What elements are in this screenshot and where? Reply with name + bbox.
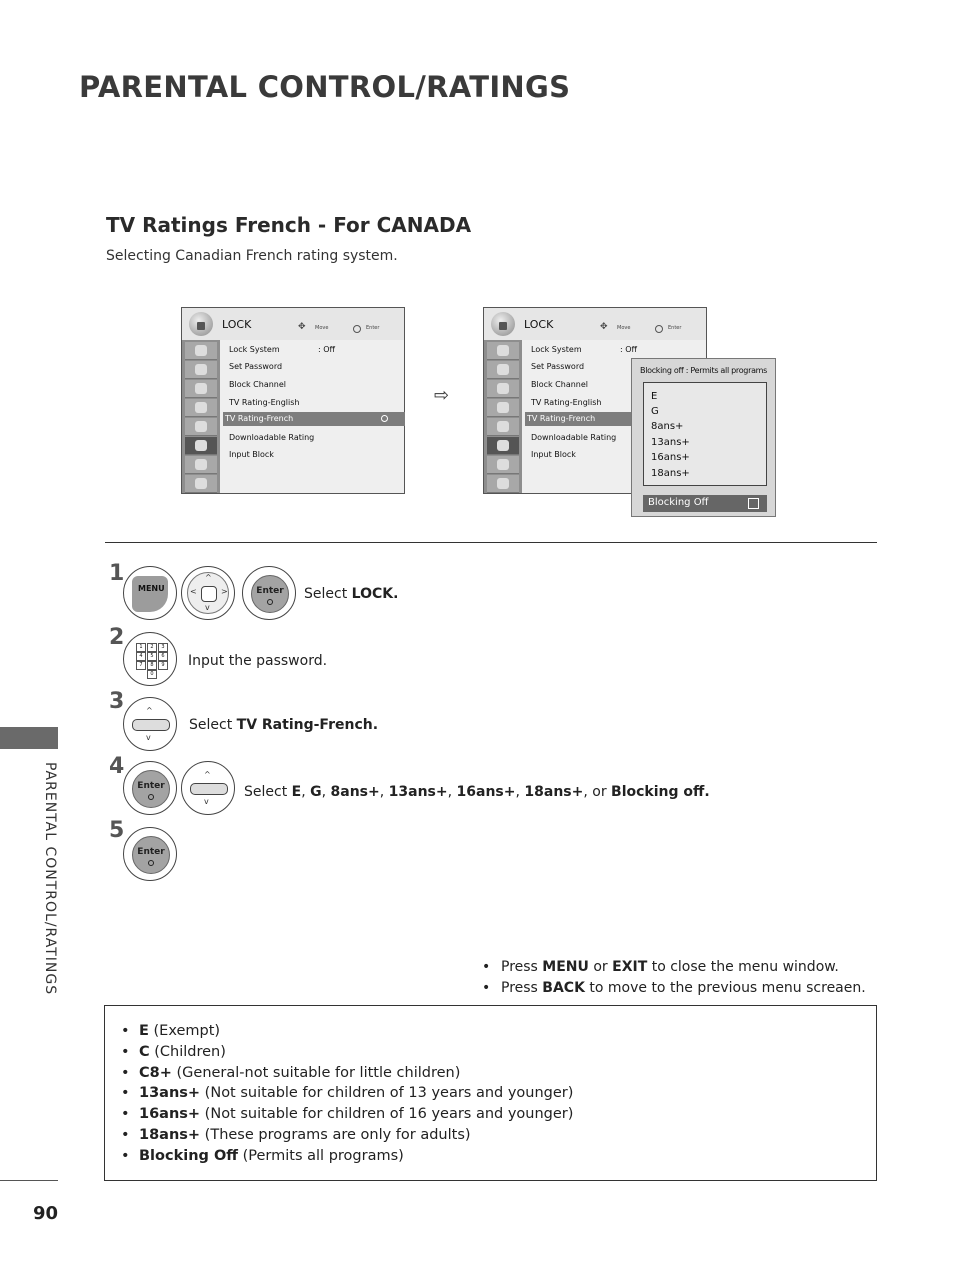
legend-item: • C8+ (General-not suitable for little children) xyxy=(121,1064,461,1081)
nav-up-icon: ^ xyxy=(205,573,212,582)
nav-right-icon: > xyxy=(221,587,228,596)
tv-menu-item-tv-rating-french[interactable]: TV Rating-French xyxy=(223,412,405,426)
popup-option[interactable]: E xyxy=(651,391,658,402)
section-subtitle: Selecting Canadian French rating system. xyxy=(106,248,398,264)
move-label: Move xyxy=(315,325,329,331)
step-2-text: Input the password. xyxy=(188,653,328,669)
popup-option[interactable]: 16ans+ xyxy=(651,452,690,463)
legend-item: • C (Children) xyxy=(121,1043,226,1060)
up-arrow-icon: ^ xyxy=(204,770,211,779)
nav-left-icon: < xyxy=(190,587,197,596)
legend-item: • 16ans+ (Not suitable for children of 16 years and younger) xyxy=(121,1106,574,1123)
tv-icon-media[interactable] xyxy=(487,475,519,493)
enter-icon xyxy=(353,325,361,333)
lock-icon xyxy=(189,312,213,336)
popup-option[interactable]: 13ans+ xyxy=(651,437,690,448)
legend-item: • E (Exempt) xyxy=(121,1023,221,1039)
tv-icon-audio[interactable] xyxy=(185,380,217,398)
tv-icon-input[interactable] xyxy=(185,456,217,474)
page-number: 90 xyxy=(33,1203,59,1224)
tv-icon-picture[interactable] xyxy=(185,361,217,379)
tv-icon-setup[interactable] xyxy=(185,342,217,360)
nav-down-icon: v xyxy=(205,603,210,612)
move-icon: ✥ xyxy=(298,322,306,332)
tv-icon-media[interactable] xyxy=(185,475,217,493)
legend-item: • 18ans+ (These programs are only for adults) xyxy=(121,1126,471,1143)
step-number: 5 xyxy=(109,818,125,843)
page-title: PARENTAL CONTROL/RATINGS xyxy=(79,70,571,104)
notes xyxy=(482,957,866,999)
step-number: 4 xyxy=(109,754,125,779)
tv-icon-bar xyxy=(182,340,220,493)
tv-menu-list xyxy=(220,340,404,493)
nav-remote-button[interactable] xyxy=(181,566,235,620)
popup-option[interactable]: G xyxy=(651,406,659,417)
selected-radio-icon xyxy=(381,415,388,422)
enter-remote-button[interactable] xyxy=(242,566,296,620)
move-label: Move xyxy=(617,325,631,331)
tv-menu-header xyxy=(484,308,706,341)
step-4-text: Select E, G, 8ans+, 13ans+, 16ans+, 18ans+, or Blocking off. xyxy=(244,784,710,800)
popup-blocking-off[interactable] xyxy=(643,495,767,512)
section-title: TV Ratings French - For CANADA xyxy=(106,213,472,237)
step-number: 1 xyxy=(109,561,125,586)
tv-menu-item-input-block[interactable]: Input Block xyxy=(531,450,576,459)
enter-button-label: Enter xyxy=(137,781,165,791)
popup-option[interactable]: 18ans+ xyxy=(651,468,690,479)
tv-menu-title: LOCK xyxy=(524,318,554,331)
tv-menu-item-set-password[interactable]: Set Password xyxy=(531,362,585,371)
enter-button-label: Enter xyxy=(256,586,284,596)
step-1-text: Select LOCK. xyxy=(304,586,399,602)
tv-icon-option[interactable] xyxy=(487,418,519,436)
tv-icon-audio[interactable] xyxy=(487,380,519,398)
arrow-next-icon: ⇨ xyxy=(434,385,450,406)
tv-menu-item-tv-rating-english[interactable]: TV Rating-English xyxy=(531,398,602,407)
popup-option-list xyxy=(643,382,767,486)
tv-menu-item-tv-rating-french[interactable]: TV Rating-French xyxy=(525,412,633,426)
popup-title: Blocking off : Permits all programs xyxy=(640,366,768,375)
menu-remote-button[interactable] xyxy=(123,566,177,620)
popup-option[interactable]: 8ans+ xyxy=(651,421,684,432)
tv-icon-time[interactable] xyxy=(185,399,217,417)
tv-menu-item-lock-system[interactable]: Lock System : Off xyxy=(531,345,638,354)
numpad-remote-button[interactable]: 1 2 3 4 5 6 7 8 9 0 xyxy=(123,632,177,686)
tv-icon-bar xyxy=(484,340,522,493)
tv-icon-setup[interactable] xyxy=(487,342,519,360)
up-arrow-icon: ^ xyxy=(146,706,153,715)
tv-menu-item-block-channel[interactable]: Block Channel xyxy=(531,380,589,389)
up-down-remote-button[interactable] xyxy=(181,761,235,815)
unlock-icon xyxy=(748,498,759,509)
tv-menu-item-tv-rating-english[interactable]: TV Rating-English xyxy=(229,398,300,407)
side-tab-marker xyxy=(0,727,58,749)
step-3-text: Select TV Rating-French. xyxy=(189,717,379,733)
tv-screen-lock-menu xyxy=(181,307,405,494)
enter-icon xyxy=(655,325,663,333)
enter-button-label: Enter xyxy=(137,847,165,857)
tv-icon-time[interactable] xyxy=(487,399,519,417)
tv-menu-title: LOCK xyxy=(222,318,252,331)
tv-icon-lock[interactable] xyxy=(487,437,519,455)
legend-item: • 13ans+ (Not suitable for children of 13 years and younger) xyxy=(121,1085,574,1102)
rating-popup xyxy=(631,358,776,517)
down-arrow-icon: v xyxy=(204,797,209,806)
lock-icon xyxy=(491,312,515,336)
move-icon: ✥ xyxy=(600,322,608,332)
note-item: • Press BACK to move to the previous menu screaen. xyxy=(482,980,866,996)
enter-label: Enter xyxy=(366,325,380,331)
enter-remote-button[interactable] xyxy=(123,761,177,815)
tv-icon-lock[interactable] xyxy=(185,437,217,455)
step-number: 2 xyxy=(109,625,125,650)
tv-menu-item-downloadable-rating[interactable]: Downloadable Rating xyxy=(531,433,617,442)
up-down-remote-button[interactable] xyxy=(123,697,177,751)
rating-legend-box xyxy=(104,1005,877,1181)
tv-icon-input[interactable] xyxy=(487,456,519,474)
tv-menu-item-set-password[interactable]: Set Password xyxy=(229,362,283,371)
tv-menu-item-input-block[interactable]: Input Block xyxy=(229,450,274,459)
section-divider xyxy=(105,542,877,543)
page-number-rule xyxy=(0,1180,58,1181)
tv-menu-item-lock-system[interactable]: Lock System : Off xyxy=(229,345,336,354)
menu-button-label: MENU xyxy=(138,584,165,593)
enter-remote-button[interactable] xyxy=(123,827,177,881)
side-label xyxy=(40,762,60,1032)
step-number: 3 xyxy=(109,689,125,714)
side-label-text: PARENTAL CONTROL/RATINGS xyxy=(42,762,58,996)
enter-label: Enter xyxy=(668,325,682,331)
tv-menu-item-block-channel[interactable]: Block Channel xyxy=(229,380,287,389)
tv-icon-picture[interactable] xyxy=(487,361,519,379)
note-item: • Press MENU or EXIT to close the menu window. xyxy=(482,959,839,975)
tv-icon-option[interactable] xyxy=(185,418,217,436)
tv-menu-item-downloadable-rating[interactable]: Downloadable Rating xyxy=(229,433,315,442)
down-arrow-icon: v xyxy=(146,733,151,742)
tv-menu-header xyxy=(182,308,404,341)
legend-item: • Blocking Off (Permits all programs) xyxy=(121,1147,404,1164)
popup-footer-label: Blocking Off xyxy=(648,497,709,508)
